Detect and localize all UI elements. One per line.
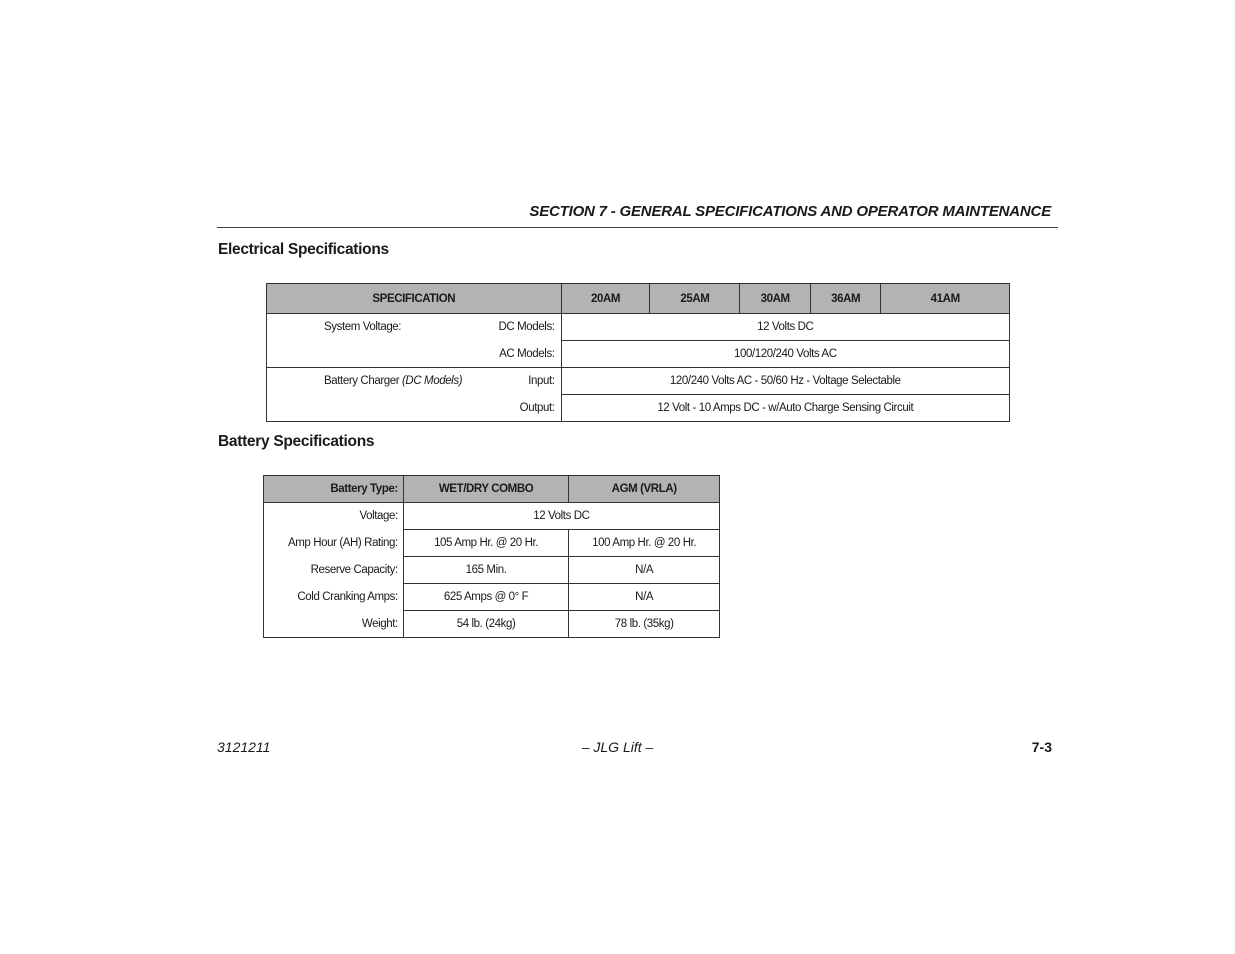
column-header: Battery Type: bbox=[264, 476, 404, 503]
row-sublabel: AC Models: bbox=[462, 341, 561, 368]
table-row bbox=[267, 341, 1010, 368]
column-header: 41AM bbox=[881, 284, 1010, 314]
row-value: 12 Volts DC bbox=[561, 314, 1009, 341]
table-header-row bbox=[264, 476, 720, 503]
document-number: 3121211 bbox=[217, 739, 271, 755]
row-value: 100/120/240 Volts AC bbox=[561, 341, 1009, 368]
battery-specifications-heading: Battery Specifications bbox=[218, 433, 375, 450]
row-label bbox=[267, 395, 463, 422]
column-header: WET/DRY COMBO bbox=[403, 476, 569, 503]
table-row bbox=[264, 557, 720, 584]
wet-dry-value: 625 Amps @ 0° F bbox=[403, 584, 569, 611]
agm-value: 78 lb. (35kg) bbox=[569, 611, 720, 638]
section-header bbox=[217, 201, 1058, 228]
row-sublabel: Input: bbox=[528, 375, 555, 388]
row-label: Weight: bbox=[264, 611, 404, 638]
row-sublabel: Output: bbox=[462, 395, 561, 422]
row-label bbox=[267, 341, 463, 368]
table-row bbox=[267, 314, 1010, 341]
section-title: SECTION 7 - GENERAL SPECIFICATIONS AND OPERATOR MAINTENANCE bbox=[529, 203, 1051, 220]
row-label: Amp Hour (AH) Rating: bbox=[264, 530, 404, 557]
page-number: 7-3 bbox=[1031, 739, 1052, 755]
table-row bbox=[264, 584, 720, 611]
row-label: System Voltage: bbox=[267, 314, 463, 341]
table-row bbox=[264, 611, 720, 638]
table-row bbox=[264, 530, 720, 557]
row-label-text: Battery Charger bbox=[324, 375, 402, 388]
table-row bbox=[267, 368, 1010, 395]
row-label bbox=[267, 368, 463, 395]
footer-title: – JLG Lift – bbox=[581, 739, 654, 755]
electrical-specifications-heading: Electrical Specifications bbox=[218, 241, 389, 258]
column-header: AGM (VRLA) bbox=[569, 476, 720, 503]
table-header-row bbox=[267, 284, 1010, 314]
row-label: Cold Cranking Amps: bbox=[264, 584, 404, 611]
column-header: 20AM bbox=[561, 284, 650, 314]
battery-specifications-table bbox=[263, 475, 720, 638]
column-header: 30AM bbox=[740, 284, 811, 314]
row-value: 120/240 Volts AC - 50/60 Hz - Voltage Selectable bbox=[561, 368, 1009, 395]
row-label-note: (DC Models) bbox=[401, 375, 463, 388]
row-sublabel: DC Models: bbox=[498, 321, 555, 334]
row-value: 12 Volt - 10 Amps DC - w/Auto Charge Sensing Circuit bbox=[561, 395, 1009, 422]
table-row bbox=[267, 395, 1010, 422]
agm-value: 100 Amp Hr. @ 20 Hr. bbox=[569, 530, 720, 557]
table-row bbox=[264, 503, 720, 530]
electrical-specifications-table bbox=[266, 283, 1010, 422]
row-value: 12 Volts DC bbox=[403, 503, 719, 530]
wet-dry-value: 54 lb. (24kg) bbox=[403, 611, 569, 638]
agm-value: N/A bbox=[569, 584, 720, 611]
column-header: 25AM bbox=[650, 284, 740, 314]
column-header: 36AM bbox=[810, 284, 881, 314]
row-label: Reserve Capacity: bbox=[264, 557, 404, 584]
row-label: Voltage: bbox=[264, 503, 404, 530]
wet-dry-value: 165 Min. bbox=[403, 557, 569, 584]
column-header: SPECIFICATION bbox=[267, 284, 562, 314]
agm-value: N/A bbox=[569, 557, 720, 584]
wet-dry-value: 105 Amp Hr. @ 20 Hr. bbox=[403, 530, 569, 557]
